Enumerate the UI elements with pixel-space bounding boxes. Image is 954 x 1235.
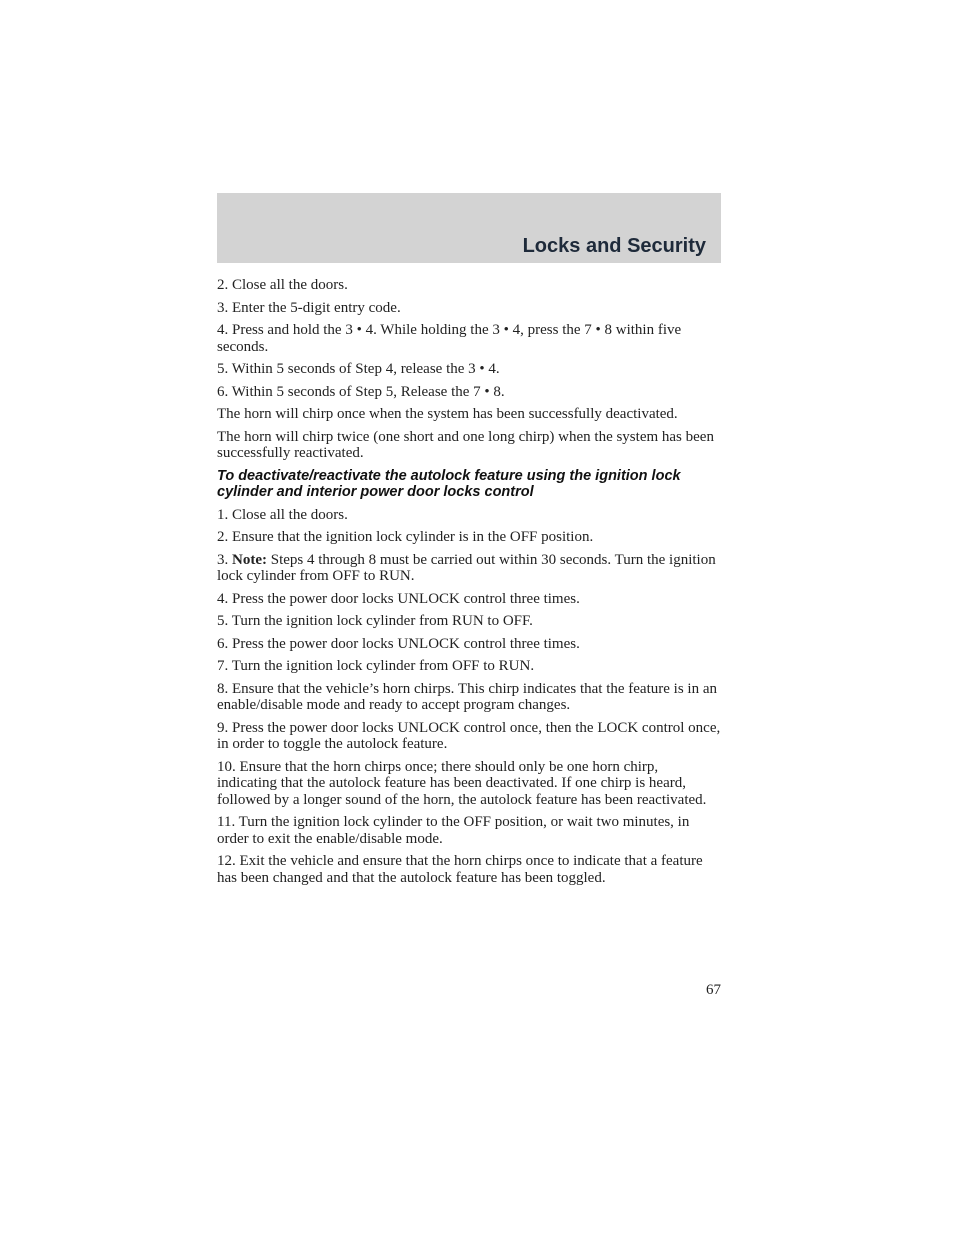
step-item: 6. Press the power door locks UNLOCK control three times.: [217, 635, 580, 652]
step-item: 4. Press the power door locks UNLOCK control three times.: [217, 590, 580, 607]
note-paragraph: The horn will chirp twice (one short and one long chirp) when the system has been successfully reactivated.: [217, 428, 714, 461]
section-title: Locks and Security: [522, 235, 706, 257]
step-item: 7. Turn the ignition lock cylinder from OFF to RUN.: [217, 658, 535, 674]
step-item: 4. Press and hold the 3 • 4. While holding the 3 • 4, press the 7 • 8 within five seconds.: [217, 322, 682, 355]
step-item: 8. Ensure that the vehicle’s horn chirps. This chirp indicates that the feature is in an enable/disable mode and ready to accept program changes.: [217, 680, 717, 713]
step-item: 2. Close all the doors.: [217, 277, 348, 293]
step-text: Steps 4 through 8 must be carried out within 30 seconds. Turn the ignition lock cylinder from OFF to RUN.: [217, 551, 716, 584]
step-item: 9. Press the power door locks UNLOCK control once, then the LOCK control once, in order to toggle the autolock feature.: [217, 719, 721, 752]
step-item: 2. Ensure that the ignition lock cylinder is in the OFF position.: [217, 529, 594, 545]
note-label: Note:: [232, 551, 267, 568]
step-item: 10. Ensure that the horn chirps once; there should only be one horn chirp, indicating that the autolock feature has been deactivated. If one chirp is heard, followed by a longer sound of the horn, the autolock feature has been reactivated.: [217, 758, 707, 808]
step-item: 11. Turn the ignition lock cylinder to the OFF position, or wait two minutes, in order to exit the enable/disable mode.: [217, 814, 690, 847]
step-item: 6. Within 5 seconds of Step 5, Release the 7 • 8.: [217, 383, 505, 400]
step-item: 5. Turn the ignition lock cylinder from RUN to OFF.: [217, 613, 533, 629]
page-content: [217, 277, 721, 892]
step-item: 5. Within 5 seconds of Step 4, release the 3 • 4.: [217, 361, 500, 377]
step-number: 3.: [217, 551, 232, 568]
page-number: 67: [706, 982, 721, 998]
procedure-subheading: To deactivate/reactivate the autolock feature using the ignition lock cylinder and interior power door locks control: [217, 467, 681, 500]
step-item: 1. Close all the doors.: [217, 506, 348, 523]
note-paragraph: The horn will chirp once when the system has been successfully deactivated.: [217, 406, 678, 422]
step-item: 12. Exit the vehicle and ensure that the horn chirps once to indicate that a feature has been changed and that the autolock feature has been toggled.: [217, 853, 703, 886]
section-header-band: [217, 193, 721, 263]
step-item: 3. Enter the 5-digit entry code.: [217, 299, 401, 316]
step-item-with-note: [217, 552, 721, 585]
